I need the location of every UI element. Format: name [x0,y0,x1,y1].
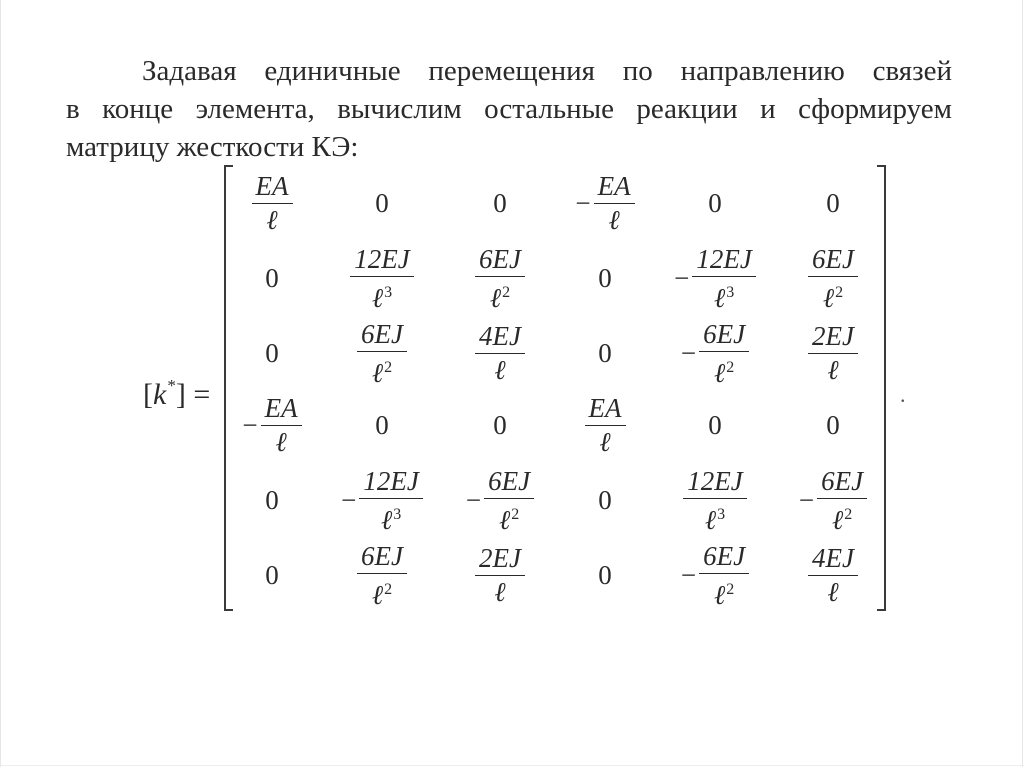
denominator-symbol: ℓ [827,577,839,607]
fraction-denominator [714,574,734,610]
fraction-denominator [494,576,505,607]
slide-right-edge [1022,0,1023,767]
cell-value: 0 [598,484,612,515]
denominator-symbol: ℓ [371,357,384,388]
matrix-cell-r1-c6 [768,168,898,238]
fraction-numerator: 4EJ [475,321,525,354]
matrix-cell-r2-c5 [650,243,780,313]
denominator-symbol: ℓ [831,504,844,535]
fraction-denominator [827,354,838,385]
cell-fraction [808,543,858,607]
cell-fraction [817,466,867,535]
matrix-cell-r6-c5 [650,540,780,610]
denominator-symbol: ℓ [713,357,726,388]
cell-fraction [699,319,749,388]
matrix-cell-r5-c5 [650,465,780,535]
denominator-symbol: ℓ [275,427,287,457]
matrix-cell-r5-c2 [317,465,447,535]
cell-fraction [594,171,635,235]
cell-value: 0 [708,187,722,218]
cell-fraction [252,171,293,235]
fraction-numerator: 2EJ [475,543,525,576]
denominator-exponent: 2 [726,358,735,376]
denominator-exponent: 2 [726,580,735,598]
fraction-numerator: EA [252,171,293,204]
cell-fraction [808,321,858,385]
fraction-numerator: 6EJ [357,319,407,352]
fraction-denominator [494,354,505,385]
cell-value: 0 [265,337,279,368]
fraction-numerator: 6EJ [699,319,749,352]
denominator-exponent: 2 [502,283,511,301]
fraction-numerator: 12EJ [683,466,746,499]
matrix-cell-r4-c6 [768,390,898,460]
denominator-symbol: ℓ [494,355,506,385]
denominator-symbol: ℓ [380,504,393,535]
cell-value: 0 [265,262,279,293]
fraction-denominator [372,574,392,610]
denominator-exponent: 2 [844,505,853,523]
lhs-superscript: * [167,376,176,395]
cell-fraction [475,244,525,313]
denominator-symbol: ℓ [266,205,278,235]
cell-fraction [357,541,407,610]
denominator-symbol: ℓ [599,427,611,457]
fraction-numerator: 12EJ [359,466,422,499]
matrix-cell-r1-c2 [317,168,447,238]
cell-value: 0 [708,409,722,440]
fraction-numerator: 6EJ [484,466,534,499]
denominator-symbol: ℓ [822,282,835,313]
paragraph-line-1: Задавая единичные перемещения по направлению связей [142,55,952,87]
fraction-numerator: 6EJ [699,541,749,574]
denominator-symbol: ℓ [371,282,384,313]
matrix-cell-r3-c5 [650,318,780,388]
matrix-cell-r4-c5 [650,390,780,460]
matrix-cell-r4-c2 [317,390,447,460]
slide-left-edge [0,0,1,767]
fraction-numerator: 6EJ [808,244,858,277]
cell-fraction [475,321,525,385]
cell-value: 0 [375,409,389,440]
cell-value: 0 [598,559,612,590]
cell-fraction [350,244,413,313]
denominator-exponent: 3 [393,505,402,523]
cell-sign: − [341,484,357,515]
fraction-denominator [714,277,734,313]
fraction-denominator [714,352,734,388]
fraction-numerator: 4EJ [808,543,858,576]
matrix-cell-r1-c5 [650,168,780,238]
denominator-symbol: ℓ [371,579,384,610]
denominator-exponent: 3 [726,283,735,301]
fraction-denominator [823,277,843,313]
fraction-numerator: 2EJ [808,321,858,354]
lhs-open-bracket: [ [143,378,153,411]
lhs-variable: k [153,378,167,411]
denominator-symbol: ℓ [494,577,506,607]
cell-fraction [484,466,534,535]
fraction-numerator: 6EJ [475,244,525,277]
fraction-numerator: EA [585,393,626,426]
cell-value: 0 [493,187,507,218]
fraction-numerator: EA [261,393,302,426]
matrix-cell-r3-c2 [317,318,447,388]
cell-sign: − [242,409,258,440]
cell-fraction [683,466,746,535]
cell-fraction [359,466,422,535]
fraction-denominator [381,499,401,535]
matrix-cell-r2-c6 [768,243,898,313]
matrix-cell-r2-c2 [317,243,447,313]
cell-sign: − [680,559,697,590]
cell-value: 0 [265,484,279,515]
cell-fraction [692,244,755,313]
cell-value: 0 [493,409,507,440]
cell-fraction [585,393,626,457]
denominator-exponent: 2 [384,580,393,598]
fraction-numerator: 6EJ [817,466,867,499]
denominator-symbol: ℓ [489,282,502,313]
fraction-numerator: EA [594,171,635,204]
fraction-denominator [275,426,286,457]
fraction-numerator: 6EJ [357,541,407,574]
fraction-numerator: 12EJ [692,244,755,277]
cell-value: 0 [826,409,840,440]
cell-fraction [261,393,302,457]
matrix-cell-r3-c6 [768,318,898,388]
fraction-denominator [827,576,838,607]
cell-sign: − [680,337,697,368]
matrix-lhs [143,368,210,413]
fraction-denominator [266,204,277,235]
denominator-symbol: ℓ [608,205,620,235]
denominator-exponent: 2 [511,505,520,523]
matrix-cell-r5-c6 [768,465,898,535]
equation-terminator: . [900,382,906,407]
fraction-denominator [490,277,510,313]
cell-sign: − [465,484,482,515]
cell-value: 0 [598,262,612,293]
paragraph-line-3: матрицу жесткости КЭ: [66,131,359,163]
denominator-symbol: ℓ [827,355,839,385]
denominator-symbol: ℓ [713,579,726,610]
fraction-denominator [705,499,725,535]
denominator-exponent: 3 [384,283,393,301]
cell-sign: − [798,484,815,515]
denominator-exponent: 3 [717,505,726,523]
fraction-denominator [499,499,519,535]
cell-fraction [475,543,525,607]
cell-value: 0 [826,187,840,218]
fraction-denominator [372,277,392,313]
cell-value: 0 [598,337,612,368]
matrix-cell-r6-c2 [317,540,447,610]
fraction-denominator [372,352,392,388]
lhs-close-equals: ] = [175,378,211,411]
cell-sign: − [575,187,591,218]
body-paragraph [66,52,952,166]
denominator-symbol: ℓ [498,504,511,535]
slide-bottom-edge [0,765,1024,766]
fraction-numerator: 12EJ [350,244,413,277]
paragraph-line-2: в конце элемента, вычислим остальные реакции и сформируем [66,93,952,125]
cell-value: 0 [265,559,279,590]
denominator-exponent: 2 [384,358,393,376]
cell-fraction [699,541,749,610]
denominator-symbol: ℓ [713,282,726,313]
cell-sign: − [674,262,690,293]
denominator-symbol: ℓ [704,504,717,535]
fraction-denominator [599,426,610,457]
denominator-exponent: 2 [835,283,844,301]
cell-fraction [808,244,858,313]
matrix-cell-r6-c6 [768,540,898,610]
fraction-denominator [608,204,619,235]
cell-value: 0 [375,187,389,218]
fraction-denominator [832,499,852,535]
cell-fraction [357,319,407,388]
